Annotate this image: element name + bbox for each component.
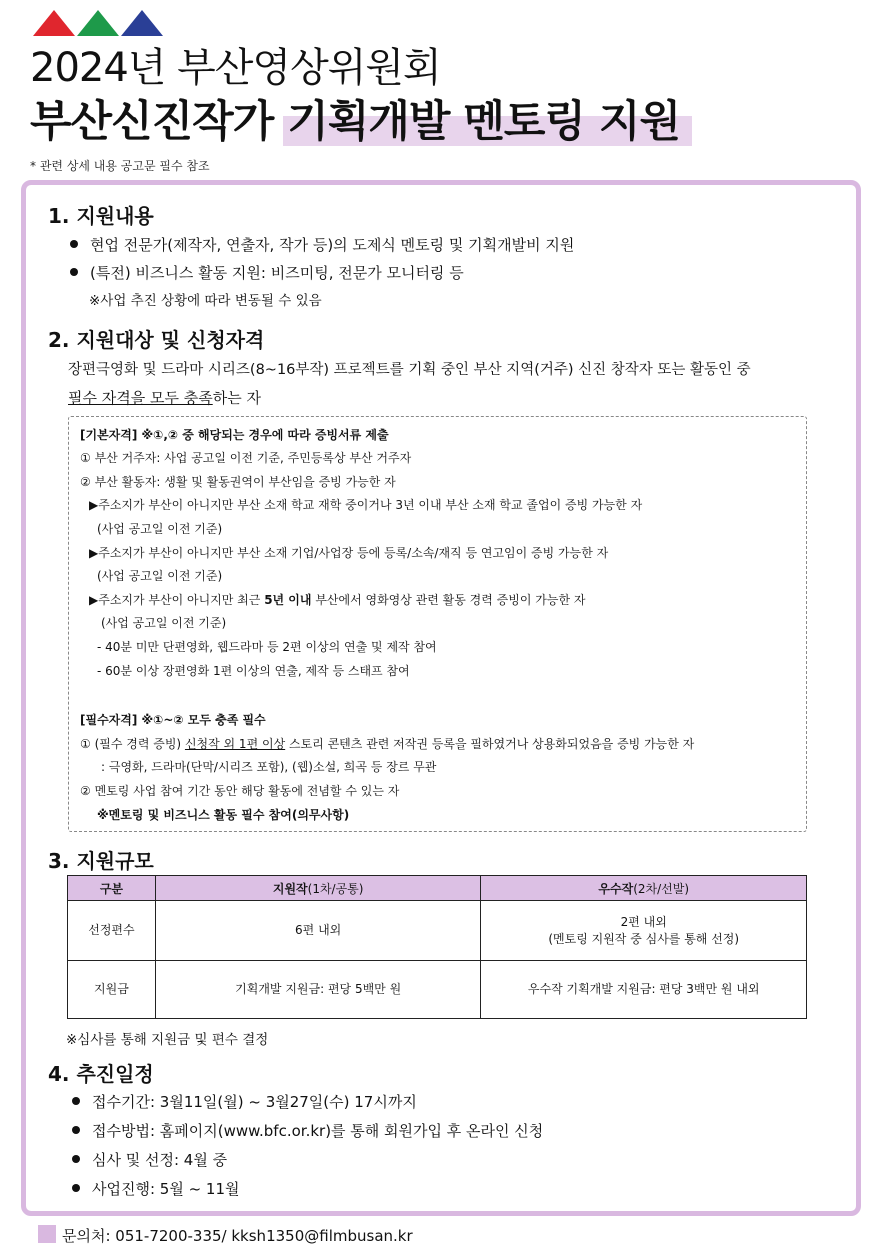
basic-item-2c-detail-1: - 40분 미만 단편영화, 웹드라마 등 2편 이상의 연출 및 제작 참여 <box>97 640 437 654</box>
logo-triangle-green <box>77 10 119 36</box>
basic-item-2c-bold: 5년 이내 <box>264 593 312 607</box>
table-cell: 우수작 기획개발 지원금: 편당 3백만 원 내외 <box>481 961 807 1019</box>
section2-intro-line2 <box>68 387 261 408</box>
table-row <box>68 961 807 1019</box>
required-item-1-sub: : 극영화, 드라마(단막/시리즈 포함), (웹)소설, 희곡 등 장르 무관 <box>101 760 437 774</box>
required-item-1-c: 스토리 콘텐츠 관련 저작권 등록을 필하였거나 상용화되었음을 증빙 가능한 자 <box>285 737 695 751</box>
basic-item-2b: ▶주소지가 부산이 아니지만 부산 소재 기업/사업장 등에 등록/소속/재직 등 연고임이 증빙 가능한 자 <box>89 546 609 560</box>
schedule-item <box>72 1149 227 1170</box>
bullet-icon <box>70 240 78 248</box>
schedule-item <box>72 1120 543 1141</box>
table-header-row <box>68 876 807 901</box>
title-line2-b: 기획개발 멘토링 지원 <box>287 97 681 147</box>
cell-line: (멘토링 지원작 중 심사를 통해 선정) <box>548 931 740 946</box>
header-bold: 우수작 <box>598 881 634 896</box>
title-line2-highlight <box>287 94 680 150</box>
title-line2 <box>30 94 680 150</box>
section3-note: ※심사를 통해 지원금 및 편수 결정 <box>66 1032 269 1048</box>
bullet-text: (특전) 비즈니스 활동 지원: 비즈미팅, 전문가 모니터링 등 <box>90 264 464 282</box>
required-item-2: ② 멘토링 사업 참여 기간 동안 해당 활동에 전념할 수 있는 자 <box>80 784 400 798</box>
basic-item-2a-sub: (사업 공고일 이전 기준) <box>97 522 223 536</box>
table-cell: 6편 내외 <box>155 901 481 961</box>
bullet-text: 현업 전문가(제작자, 연출자, 작가 등)의 도제식 멘토링 및 기획개발비 지원 <box>90 236 575 254</box>
section4-heading: 4. 추진일정 <box>48 1062 154 1086</box>
table-header-excellent <box>481 876 807 901</box>
bullet-text: 접수방법: 홈페이지(www.bfc.or.kr)를 통해 회원가입 후 온라인 신청 <box>92 1122 544 1140</box>
reference-note: * 관련 상세 내용 공고문 필수 참조 <box>30 159 210 173</box>
header-bold: 지원작 <box>272 881 308 896</box>
header-rest: (2차/선발) <box>633 881 690 896</box>
header-rest: (1차/공통) <box>307 881 364 896</box>
title-line2-a: 부산신진작가 <box>30 97 274 147</box>
section1-heading: 1. 지원내용 <box>48 204 154 228</box>
schedule-item <box>72 1091 417 1112</box>
contact-info: 문의처: 051-7200-335/ kksh1350@filmbusan.kr <box>62 1227 413 1245</box>
required-qualification-title: [필수자격] ※①~② 모두 충족 필수 <box>80 713 266 727</box>
basic-item-2c-sub: (사업 공고일 이전 기준) <box>101 616 227 630</box>
table-header-support <box>155 876 481 901</box>
basic-item-2c-a: ▶주소지가 부산이 아니지만 최근 <box>89 593 265 607</box>
logo-triangle-blue <box>121 10 163 36</box>
basic-item-2c <box>89 591 585 608</box>
schedule-item <box>72 1178 240 1199</box>
basic-item-2c-detail-2: - 60분 이상 장편영화 1편 이상의 연출, 제작 등 스태프 참여 <box>97 664 410 678</box>
bullet-icon <box>72 1155 80 1163</box>
table-cell: 선정편수 <box>68 901 156 961</box>
bullet-text: 사업진행: 5월 ~ 11월 <box>92 1180 240 1198</box>
basic-item-2: ② 부산 활동자: 생활 및 활동권역이 부산임을 증빙 가능한 자 <box>80 475 396 489</box>
section2-heading: 2. 지원대상 및 신청자격 <box>48 328 265 352</box>
section3-heading: 3. 지원규모 <box>48 849 154 873</box>
required-note: ※멘토링 및 비즈니스 활동 필수 참여(의무사항) <box>97 808 350 822</box>
cell-line: 2편 내외 <box>620 914 667 929</box>
bullet-text: 심사 및 선정: 4월 중 <box>92 1151 228 1169</box>
table-cell: 기획개발 지원금: 편당 5백만 원 <box>155 961 481 1019</box>
bullet-icon <box>72 1126 80 1134</box>
basic-item-2b-sub: (사업 공고일 이전 기준) <box>97 569 223 583</box>
basic-item-2c-c: 부산에서 영화영상 관련 활동 경력 증빙이 가능한 자 <box>311 593 586 607</box>
required-item-1-underlined: 신청작 외 1편 이상 <box>184 737 286 751</box>
basic-item-1: ① 부산 거주자: 사업 공고일 이전 기준, 주민등록상 부산 거주자 <box>80 451 412 465</box>
section1-bullet <box>70 262 464 283</box>
support-scale-table <box>67 875 807 1019</box>
footer-square-icon <box>38 1225 56 1243</box>
section1-bullet <box>70 234 574 255</box>
bullet-text: 접수기간: 3월11일(월) ~ 3월27일(수) 17시까지 <box>92 1093 417 1111</box>
table-cell <box>481 901 807 961</box>
basic-item-2a: ▶주소지가 부산이 아니지만 부산 소재 학교 재학 중이거나 3년 이내 부산 소재 학교 졸업이 증빙 가능한 자 <box>89 498 643 512</box>
table-header-category <box>68 876 156 901</box>
required-item-1 <box>80 735 694 752</box>
bullet-icon <box>72 1097 80 1105</box>
header-text: 구분 <box>99 881 124 896</box>
underlined-text: 필수 자격을 모두 충족 <box>68 389 213 407</box>
logo-triangle-red <box>33 10 75 36</box>
section2-intro: 장편극영화 및 드라마 시리즈(8~16부작) 프로젝트를 기획 중인 부산 지역(거주) 신진 창작자 또는 활동인 중 <box>68 362 751 378</box>
bullet-icon <box>72 1184 80 1192</box>
table-cell: 지원금 <box>68 961 156 1019</box>
table-row <box>68 901 807 961</box>
intro-rest: 하는 자 <box>212 389 261 407</box>
bullet-icon <box>70 268 78 276</box>
title-line1: 2024년 부산영상위원회 <box>30 45 441 91</box>
basic-qualification-title: [기본자격] ※①,② 중 해당되는 경우에 따라 증빙서류 제출 <box>80 428 389 442</box>
section1-note: ※사업 추진 상황에 따라 변동될 수 있음 <box>89 293 322 309</box>
required-item-1-a: ① (필수 경력 증빙) <box>80 737 185 751</box>
